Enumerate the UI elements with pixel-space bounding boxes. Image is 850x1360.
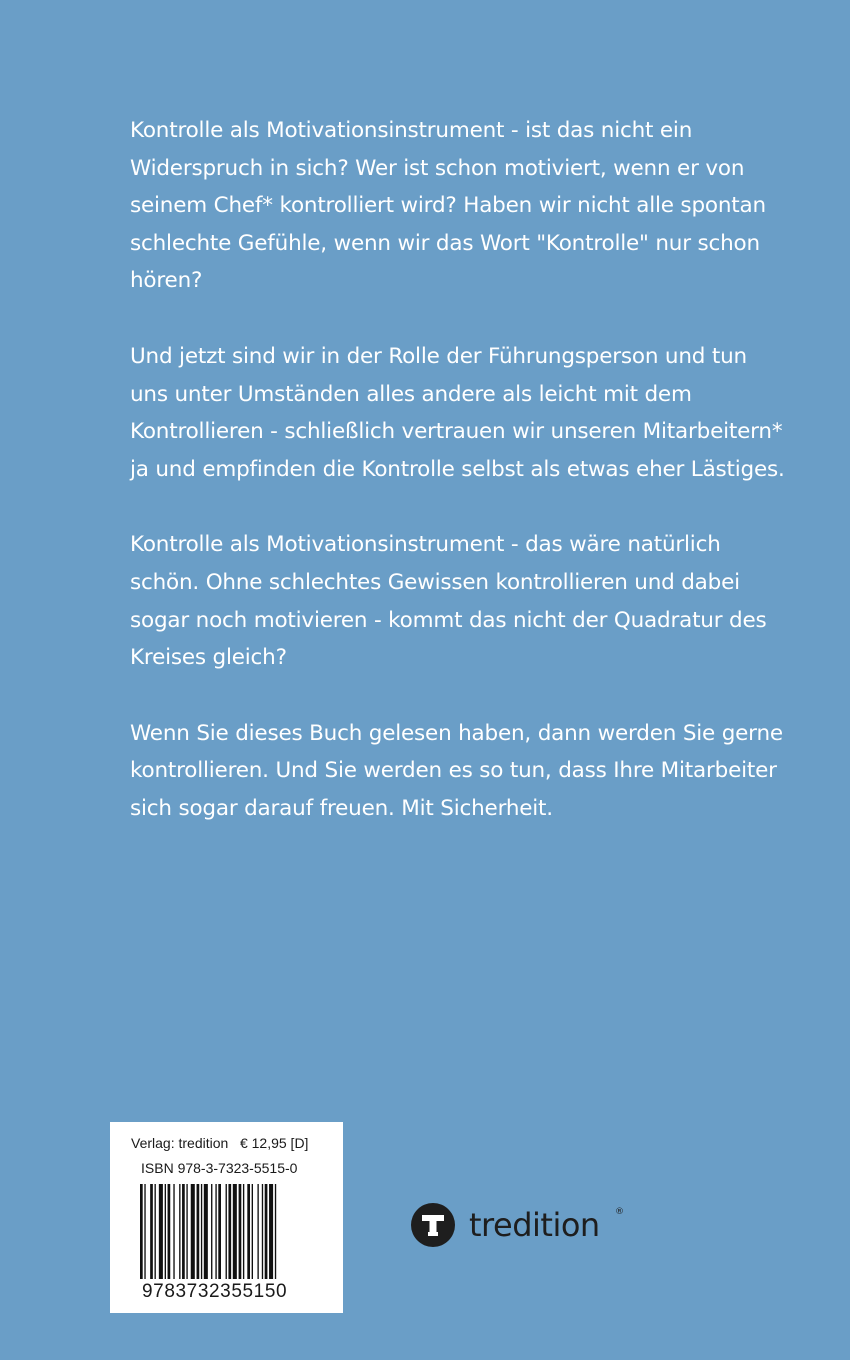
blurb-paragraph-1: Kontrolle als Motivationsinstrument - ist das nicht ein Widerspruch in sich? Wer ist schon motiviert, wenn er von seinem Chef* kontrolliert wird? Haben wir nicht alle spontan schlechte Gefühle, wenn wir das Wort "Kontrolle" nur schon hören? — [130, 118, 766, 294]
publisher-price-label: Verlag: tredition € 12,95 [D] — [131, 1135, 309, 1151]
registered-mark: ® — [615, 1207, 624, 1217]
tredition-logo — [411, 1203, 624, 1247]
isbn-barcode-box — [110, 1122, 343, 1313]
blurb-paragraph-4: Wenn Sie dieses Buch gelesen haben, dann werden Sie gerne kontrollieren. Und Sie werden es so tun, dass Ihre Mitarbeiter sich sogar darauf freuen. Mit Sicherheit. — [130, 720, 783, 821]
tredition-wordmark: tredition — [469, 1206, 600, 1244]
barcode-bars — [140, 1184, 312, 1279]
barcode-digits: 9783732355150 — [142, 1281, 288, 1302]
blurb-paragraph-2: Und jetzt sind wir in der Rolle der Führungsperson und tun uns unter Umständen alles andere als leicht mit dem Kontrollieren - schließlich vertrauen wir unseren Mitarbeitern* ja und empfinden die Kontrolle selbst als etwas eher Lästiges. — [130, 343, 785, 482]
blurb-paragraph-3: Kontrolle als Motivationsinstrument - das wäre natürlich schön. Ohne schlechtes Gewissen kontrollieren und dabei sogar noch motivieren - kommt das nicht der Quadratur des Kreises gleich? — [130, 532, 767, 671]
back-cover-blurb — [130, 112, 790, 866]
isbn-label: ISBN 978-3-7323-5515-0 — [141, 1160, 298, 1176]
tredition-t-logo-icon — [411, 1203, 455, 1247]
